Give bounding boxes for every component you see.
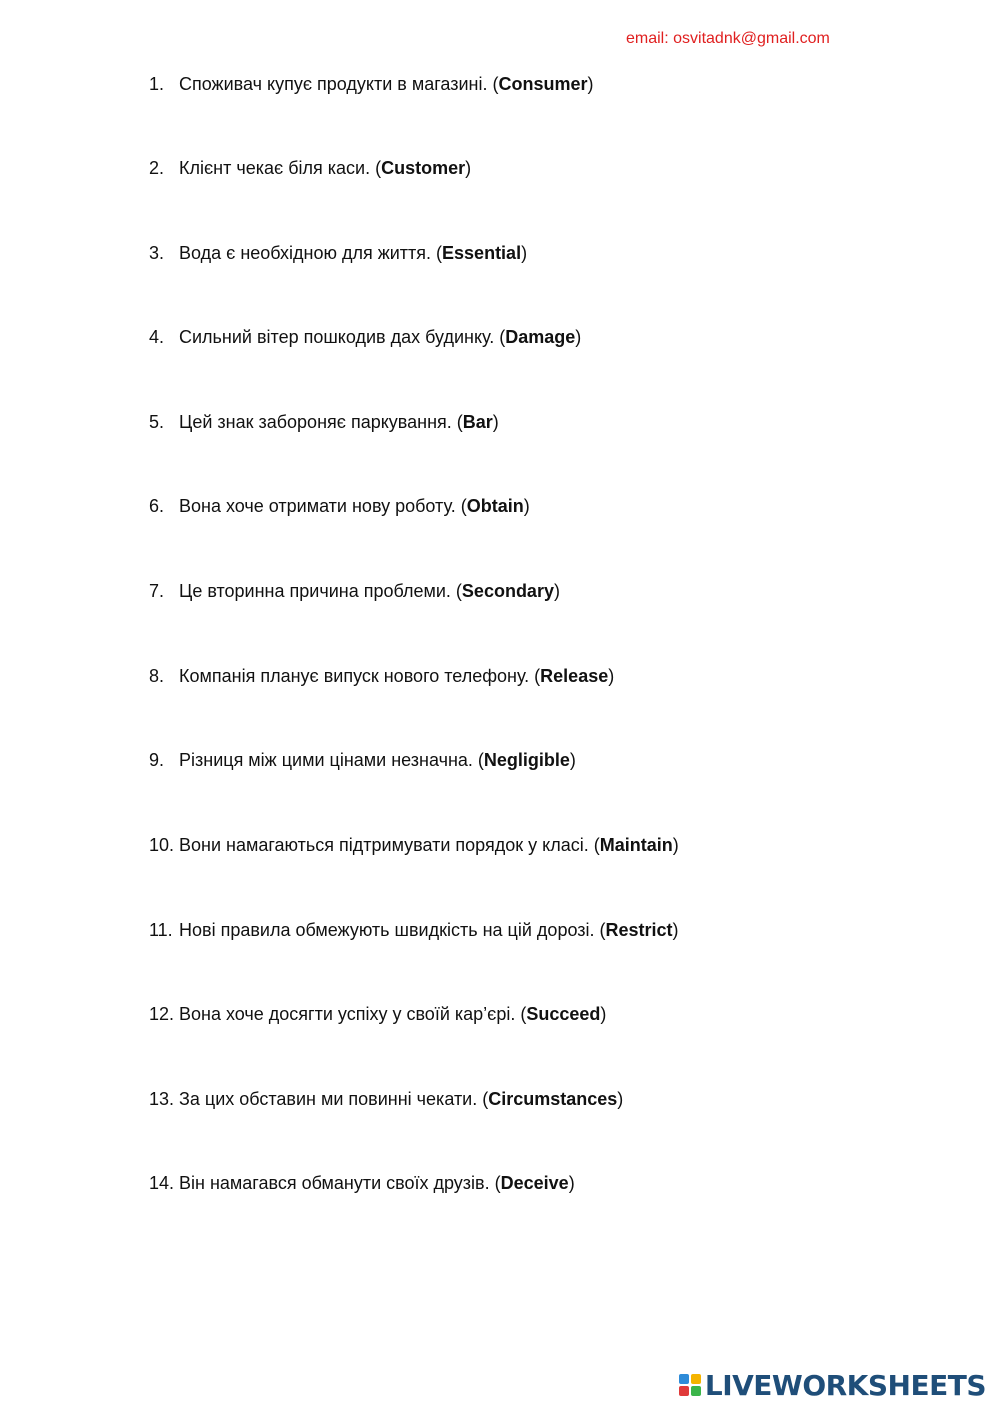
item-keyword: Damage: [505, 327, 576, 347]
item-number: 9.: [149, 750, 165, 770]
item-number: 2.: [149, 158, 165, 178]
item-close: ): [672, 835, 679, 855]
item-close: ): [465, 158, 472, 178]
item-close: ): [553, 581, 560, 601]
list-item: [149, 156, 471, 180]
liveworksheets-logo: [679, 1368, 986, 1402]
item-keyword: Customer: [381, 158, 466, 178]
item-keyword: Consumer: [498, 74, 588, 94]
logo-square-green: [691, 1386, 701, 1396]
item-text: Цей знак забороняє паркування. (: [179, 412, 463, 432]
item-text: За цих обставин ми повинні чекати. (: [179, 1089, 489, 1109]
list-item: [149, 1087, 623, 1111]
item-number: 5.: [149, 412, 165, 432]
item-keyword: Maintain: [599, 835, 673, 855]
item-close: ): [617, 1089, 624, 1109]
list-item: [149, 1002, 606, 1026]
item-text: Нові правила обмежують швидкість на цій дорозі. (: [179, 920, 606, 940]
list-item: [149, 918, 679, 942]
email-header: email: osvitadnk@gmail.com: [626, 30, 830, 47]
item-keyword: Obtain: [466, 496, 524, 516]
item-number: 11.: [149, 920, 173, 940]
item-number: 4.: [149, 327, 165, 347]
list-item: [149, 410, 499, 434]
item-text: Це вторинна причина проблеми. (: [179, 581, 462, 601]
item-keyword: Deceive: [500, 1173, 569, 1193]
item-close: ): [492, 412, 499, 432]
item-close: ): [568, 1173, 575, 1193]
item-close: ): [521, 243, 528, 263]
item-text: Вони намагаються підтримувати порядок у класі. (: [179, 835, 600, 855]
list-item: [149, 72, 593, 96]
item-number: 14.: [149, 1173, 175, 1193]
item-keyword: Negligible: [483, 750, 570, 770]
item-close: ): [600, 1004, 607, 1024]
list-item: [149, 325, 581, 349]
list-item: [149, 664, 614, 688]
item-number: 6.: [149, 496, 165, 516]
item-number: 10.: [149, 835, 175, 855]
logo-square-red: [679, 1386, 689, 1396]
logo-mark-icon: [679, 1374, 701, 1396]
logo-square-blue: [679, 1374, 689, 1384]
item-number: 3.: [149, 243, 165, 263]
list-item: [149, 241, 527, 265]
item-keyword: Bar: [462, 412, 493, 432]
item-number: 8.: [149, 666, 165, 686]
item-text: Компанія планує випуск нового телефону. (: [179, 666, 541, 686]
item-close: ): [672, 920, 679, 940]
item-number: 13.: [149, 1089, 175, 1109]
item-text: Вода є необхідною для життя. (: [179, 243, 443, 263]
logo-text: LIVEWORKSHEETS: [704, 1368, 986, 1402]
item-text: Споживач купує продукти в магазині. (: [179, 74, 499, 94]
item-keyword: Secondary: [461, 581, 554, 601]
logo-square-yellow: [691, 1374, 701, 1384]
item-text: Вона хоче отримати нову роботу. (: [179, 496, 467, 516]
item-close: ): [523, 496, 530, 516]
item-number: 7.: [149, 581, 165, 601]
item-close: ): [575, 327, 582, 347]
item-text: Клієнт чекає біля каси. (: [179, 158, 382, 178]
list-item: [149, 494, 530, 518]
list-item: [149, 1171, 575, 1195]
list-item: [149, 579, 560, 603]
item-close: ): [587, 74, 594, 94]
item-text: Вона хоче досягти успіху у своїй кар’єрі. (: [179, 1004, 527, 1024]
list-item: [149, 833, 679, 857]
item-keyword: Circumstances: [488, 1089, 618, 1109]
list-item: [149, 748, 576, 772]
item-number: 1.: [149, 74, 165, 94]
item-close: ): [608, 666, 615, 686]
item-number: 12.: [149, 1004, 175, 1024]
item-close: ): [569, 750, 576, 770]
item-keyword: Restrict: [605, 920, 673, 940]
item-keyword: Essential: [442, 243, 522, 263]
item-keyword: Release: [540, 666, 609, 686]
item-text: Різниця між цими цінами незначна. (: [179, 750, 484, 770]
item-text: Сильний вітер пошкодив дах будинку. (: [179, 327, 506, 347]
item-keyword: Succeed: [526, 1004, 601, 1024]
item-text: Він намагався обманути своїх друзів. (: [179, 1173, 501, 1193]
